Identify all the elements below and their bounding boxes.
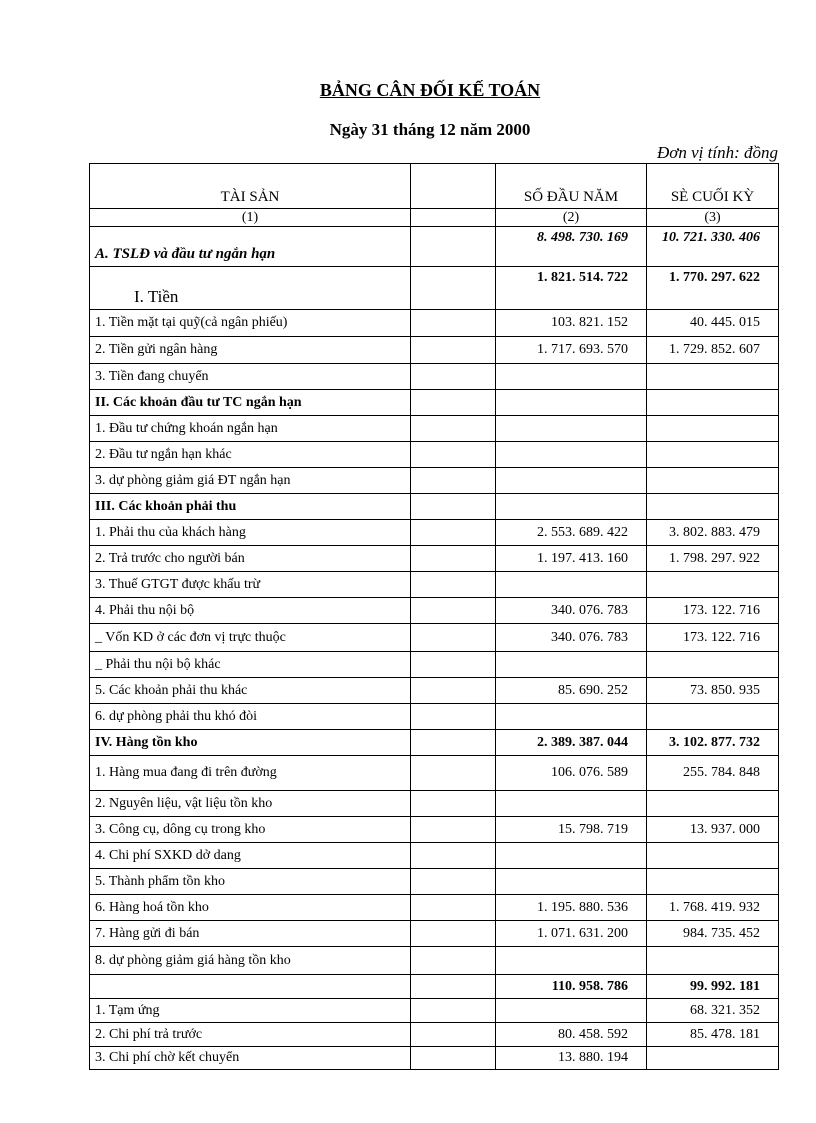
- table-row: [90, 869, 779, 895]
- row-blank: [411, 267, 496, 310]
- row-blank: [411, 895, 496, 921]
- row-blank: [411, 756, 496, 791]
- row-start-value: [496, 947, 647, 975]
- row-end-value: 173. 122. 716: [647, 624, 779, 652]
- row-blank: [411, 442, 496, 468]
- row-blank: [411, 227, 496, 267]
- row-end-value: 10. 721. 330. 406: [647, 227, 779, 267]
- row-blank: [411, 364, 496, 390]
- row-end-value: [647, 704, 779, 730]
- row-label: 3. Tiền đang chuyển: [90, 364, 411, 390]
- table-row: [90, 598, 779, 624]
- row-blank: [411, 1047, 496, 1070]
- row-label: 2. Chi phí trả trước: [90, 1023, 411, 1047]
- row-blank: [411, 791, 496, 817]
- row-blank: [411, 520, 496, 546]
- row-blank: [411, 572, 496, 598]
- column-number-2: (2): [496, 209, 647, 227]
- table-row: [90, 337, 779, 364]
- row-blank: [411, 947, 496, 975]
- header-row: [90, 164, 779, 209]
- table-row: [90, 546, 779, 572]
- row-label: 2. Nguyên liệu, vật liệu tồn kho: [90, 791, 411, 817]
- row-blank: [411, 494, 496, 520]
- row-end-value: [647, 1047, 779, 1070]
- row-label: 8. dự phòng giảm giá hàng tồn kho: [90, 947, 411, 975]
- row-start-value: [496, 999, 647, 1023]
- row-blank: [411, 999, 496, 1023]
- row-start-value: 106. 076. 589: [496, 756, 647, 791]
- row-blank: [411, 652, 496, 678]
- table-row: [90, 624, 779, 652]
- row-label: 3. dự phòng giảm giá ĐT ngắn hạn: [90, 468, 411, 494]
- table-row: [90, 390, 779, 416]
- row-end-value: [647, 494, 779, 520]
- row-end-value: [647, 416, 779, 442]
- row-label: II. Các khoản đầu tư TC ngắn hạn: [90, 390, 411, 416]
- table-row: [90, 572, 779, 598]
- row-end-value: 13. 937. 000: [647, 817, 779, 843]
- row-end-value: 68. 321. 352: [647, 999, 779, 1023]
- row-start-value: 110. 958. 786: [496, 975, 647, 999]
- row-end-value: 99. 992. 181: [647, 975, 779, 999]
- row-start-value: [496, 468, 647, 494]
- row-end-value: 984. 735. 452: [647, 921, 779, 947]
- row-label: 2. Tiền gửi ngân hàng: [90, 337, 411, 364]
- row-label: 1. Tạm ứng: [90, 999, 411, 1023]
- balance-sheet-table: [89, 163, 779, 1070]
- row-label: 1. Phải thu của khách hàng: [90, 520, 411, 546]
- row-start-value: [496, 442, 647, 468]
- row-blank: [411, 310, 496, 337]
- row-label: 4. Chi phí SXKD dở dang: [90, 843, 411, 869]
- row-end-value: 173. 122. 716: [647, 598, 779, 624]
- table-row: [90, 947, 779, 975]
- row-label: 6. dự phòng phải thu khó đòi: [90, 704, 411, 730]
- row-start-value: 13. 880. 194: [496, 1047, 647, 1070]
- row-blank: [411, 1023, 496, 1047]
- table-row: [90, 227, 779, 267]
- row-blank: [411, 704, 496, 730]
- row-start-value: 1. 717. 693. 570: [496, 337, 647, 364]
- table-row: [90, 999, 779, 1023]
- table-row: [90, 704, 779, 730]
- row-blank: [411, 468, 496, 494]
- row-end-value: [647, 791, 779, 817]
- row-start-value: 1. 195. 880. 536: [496, 895, 647, 921]
- row-label: 3. Công cụ, dông cụ trong kho: [90, 817, 411, 843]
- row-blank: [411, 817, 496, 843]
- row-end-value: 1. 798. 297. 922: [647, 546, 779, 572]
- table-row: [90, 895, 779, 921]
- row-label: 2. Trả trước cho người bán: [90, 546, 411, 572]
- row-label: I. Tiền: [90, 267, 411, 310]
- table-row: [90, 791, 779, 817]
- report-date: Ngày 31 tháng 12 năm 2000: [329, 120, 531, 139]
- row-label: _ Phải thu nội bộ khác: [90, 652, 411, 678]
- column-number-blank: [411, 209, 496, 227]
- table-row: [90, 267, 779, 310]
- table-row: [90, 468, 779, 494]
- table-row: [90, 921, 779, 947]
- table-row: [90, 1023, 779, 1047]
- row-end-value: [647, 364, 779, 390]
- column-number-1: (1): [90, 209, 411, 227]
- row-blank: [411, 869, 496, 895]
- row-end-value: 40. 445. 015: [647, 310, 779, 337]
- column-number-row: [90, 209, 779, 227]
- row-blank: [411, 337, 496, 364]
- table-row: [90, 442, 779, 468]
- row-blank: [411, 390, 496, 416]
- row-start-value: [496, 843, 647, 869]
- table-row: [90, 364, 779, 390]
- row-label: 5. Thành phẩm tồn kho: [90, 869, 411, 895]
- row-label: [90, 975, 411, 999]
- row-start-value: [496, 704, 647, 730]
- row-end-value: 1. 770. 297. 622: [647, 267, 779, 310]
- row-start-value: 80. 458. 592: [496, 1023, 647, 1047]
- table-row: [90, 416, 779, 442]
- row-end-value: [647, 468, 779, 494]
- row-label: A. TSLĐ và đầu tư ngắn hạn: [90, 227, 411, 267]
- row-blank: [411, 598, 496, 624]
- row-label: 4. Phải thu nội bộ: [90, 598, 411, 624]
- row-start-value: 2. 553. 689. 422: [496, 520, 647, 546]
- row-end-value: [647, 869, 779, 895]
- row-start-value: [496, 416, 647, 442]
- table-row: [90, 678, 779, 704]
- row-start-value: [496, 572, 647, 598]
- header-blank: [411, 164, 496, 209]
- row-end-value: 3. 102. 877. 732: [647, 730, 779, 756]
- row-label: IV. Hàng tồn kho: [90, 730, 411, 756]
- row-start-value: 2. 389. 387. 044: [496, 730, 647, 756]
- row-label: 3. Thuế GTGT được khấu trừ: [90, 572, 411, 598]
- row-blank: [411, 624, 496, 652]
- row-blank: [411, 730, 496, 756]
- table-row: [90, 730, 779, 756]
- currency-unit: Đơn vị tính: đồng: [657, 143, 778, 162]
- row-end-value: [647, 843, 779, 869]
- row-start-value: 340. 076. 783: [496, 598, 647, 624]
- row-label: 1. Tiền mặt tại quỹ(cả ngân phiếu): [90, 310, 411, 337]
- header-start-of-year: SỐ ĐẦU NĂM: [496, 164, 647, 209]
- row-start-value: 1. 071. 631. 200: [496, 921, 647, 947]
- row-blank: [411, 416, 496, 442]
- row-start-value: 103. 821. 152: [496, 310, 647, 337]
- row-start-value: 85. 690. 252: [496, 678, 647, 704]
- row-start-value: [496, 390, 647, 416]
- row-label: 6. Hàng hoá tồn kho: [90, 895, 411, 921]
- table-row: [90, 975, 779, 999]
- row-start-value: 15. 798. 719: [496, 817, 647, 843]
- row-blank: [411, 678, 496, 704]
- table-row: [90, 652, 779, 678]
- row-label: 1. Hàng mua đang đi trên đường: [90, 756, 411, 791]
- row-start-value: 8. 498. 730. 169: [496, 227, 647, 267]
- document-title: BẢNG CÂN ĐỐI KẾ TOÁN: [319, 80, 541, 100]
- table-row: [90, 756, 779, 791]
- row-end-value: [647, 442, 779, 468]
- row-end-value: 1. 729. 852. 607: [647, 337, 779, 364]
- table-row: [90, 843, 779, 869]
- row-end-value: [647, 947, 779, 975]
- row-end-value: [647, 652, 779, 678]
- row-label: 1. Đầu tư chứng khoán ngắn hạn: [90, 416, 411, 442]
- table-row: [90, 494, 779, 520]
- table-row: [90, 817, 779, 843]
- column-number-3: (3): [647, 209, 779, 227]
- row-end-value: [647, 572, 779, 598]
- row-end-value: 1. 768. 419. 932: [647, 895, 779, 921]
- row-blank: [411, 843, 496, 869]
- row-label: _ Vốn KD ở các đơn vị trực thuộc: [90, 624, 411, 652]
- row-end-value: 255. 784. 848: [647, 756, 779, 791]
- row-end-value: 3. 802. 883. 479: [647, 520, 779, 546]
- row-start-value: [496, 791, 647, 817]
- table-row: [90, 1047, 779, 1070]
- row-end-value: 85. 478. 181: [647, 1023, 779, 1047]
- table-row: [90, 310, 779, 337]
- header-end-of-period: SÈ CUỐI KỲ: [647, 164, 779, 209]
- row-end-value: 73. 850. 935: [647, 678, 779, 704]
- row-label: 3. Chi phí chờ kết chuyển: [90, 1047, 411, 1070]
- row-label: 2. Đầu tư ngắn hạn khác: [90, 442, 411, 468]
- row-blank: [411, 921, 496, 947]
- row-start-value: [496, 494, 647, 520]
- header-assets: TÀI SẢN: [90, 164, 411, 209]
- row-blank: [411, 546, 496, 572]
- row-start-value: 1. 197. 413. 160: [496, 546, 647, 572]
- row-start-value: 340. 076. 783: [496, 624, 647, 652]
- row-label: 5. Các khoản phải thu khác: [90, 678, 411, 704]
- row-start-value: 1. 821. 514. 722: [496, 267, 647, 310]
- row-start-value: [496, 652, 647, 678]
- row-label: III. Các khoản phải thu: [90, 494, 411, 520]
- row-blank: [411, 975, 496, 999]
- row-end-value: [647, 390, 779, 416]
- row-label: 7. Hàng gửi đi bán: [90, 921, 411, 947]
- table-row: [90, 520, 779, 546]
- row-start-value: [496, 869, 647, 895]
- row-start-value: [496, 364, 647, 390]
